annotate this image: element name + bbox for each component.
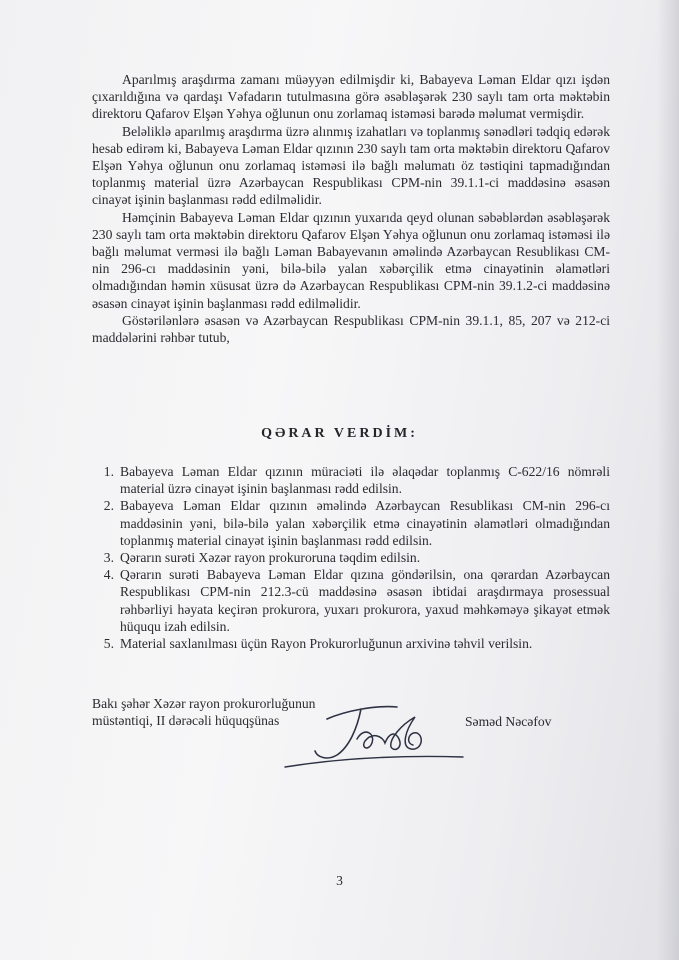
- signatory-line-2: müstəntiqi, II dərəcəli hüquqşünas: [92, 713, 280, 729]
- list-item: [92, 497, 610, 549]
- paragraph: Həmçinin Babayeva Ləman Eldar qızının yuxarıda qeyd olunan səbəblərdən əsəbləşərək 230 saylı tam orta məktəbin direktoru Qafarov Elşən Yəhya oğlunun onu zorlamaq istəməsi ilə bağlı məlumat verməsi ilə bağlı Ləman Babayevanın əməlində Azərbaycan Resublikası CM-nin 296-cı maddəsinin yəni, bilə-bilə yalan xəbərçilik etmə cinayətinin əlamətləri olmadığından həmin xüsusat üzrə də Azərbaycan Respublikası CPM-nin 39.1.2-ci maddəsinə əsasən cinayət işinin başlanması rədd edilməlidir.: [92, 209, 610, 311]
- paragraph: Beləliklə aparılmış araşdırma üzrə alınmış izahatları və toplanmış sənədləri tədqiq edərək hesab edirəm ki, Babayeva Ləman Eldar qızının 230 saylı tam orta məktəbin direktoru Qafarov Elşən Yəhya oğlunun onu zorlamaq istəməsi ilə bağlı məlumatı öz təstiqini tapmadığından toplanmış material üzrə Azərbaycan Respublikası CPM-nin 39.1.1-ci maddəsinə əsasən cinayət işinin başlanması rədd edilməlidir.: [92, 123, 610, 208]
- item-text: Qərarın surəti Babayeva Ləman Eldar qızına göndərilsin, ona qərardan Azərbaycan Respublikası CPM-nin 212.3-cü maddəsinə əsasən ibtidai araşdırmaya prosessual rəhbərliyi həyata keçirən prokurora, yuxarı prokurora, yaxud məhkəməyə şikayət etmək hüququ izah edilsin.: [120, 567, 610, 634]
- item-text: Babayeva Ləman Eldar qızının əməlində Azərbaycan Resublikası CM-nin 296-cı maddəsinin yəni, bilə-bilə yalan xəbərçilik etmə cinayətinin əlamətləri olmadığından toplanmış material cinayət işinin başlanması rədd edilsin.: [120, 498, 610, 548]
- handwritten-signature: [265, 695, 475, 785]
- item-text: Material saxlanılması üçün Rayon Prokurorluğunun arxivinə təhvil verilsin.: [120, 636, 533, 652]
- item-number: 1.: [103, 464, 114, 479]
- decision-heading: QƏRAR VERDİM:: [261, 426, 418, 441]
- decision-list: [92, 463, 610, 652]
- page-number: 3: [336, 873, 343, 888]
- page-edge-shadow: [657, 0, 679, 960]
- item-number: 5.: [103, 636, 114, 652]
- item-text: Qərarın surəti Xəzər rayon prokuroruna təqdim edilsin.: [120, 550, 421, 566]
- signatory-line-1: Bakı şəhər Xəzər rayon prokurorluğunun: [92, 696, 316, 711]
- item-text: Babayeva Ləman Eldar qızının müraciəti ilə əlaqədar toplanmış C-622/16 nömrəli material üzrə cinayət işinin başlanması rədd edilsin.: [120, 464, 610, 497]
- body-text: [92, 71, 610, 346]
- paragraph: Göstərilənlərə əsasən və Azərbaycan Respublikası CPM-nin 39.1.1, 85, 207 və 212-ci maddələrini rəhbər tutub,: [92, 312, 610, 346]
- list-item: [92, 635, 610, 652]
- item-number: 3.: [103, 550, 114, 566]
- list-item: [92, 463, 610, 497]
- list-item: [92, 549, 610, 566]
- item-number: 2.: [103, 498, 114, 514]
- signatory-name: Səməd Nəcəfov: [465, 714, 552, 729]
- list-item: [92, 566, 610, 635]
- paragraph: Aparılmış araşdırma zamanı müəyyən edilmişdir ki, Babayeva Ləman Eldar qızı işdən çıxarıldığına və qardaşı Vəfadarın tutulmasına görə əsəbləşərək 230 saylı tam orta məktəbin direktoru Qafarov Elşən Yəhya oğlunun onu zorlamaq istəməsi barədə məlumat vermişdir.: [92, 72, 610, 122]
- item-number: 4.: [103, 567, 114, 583]
